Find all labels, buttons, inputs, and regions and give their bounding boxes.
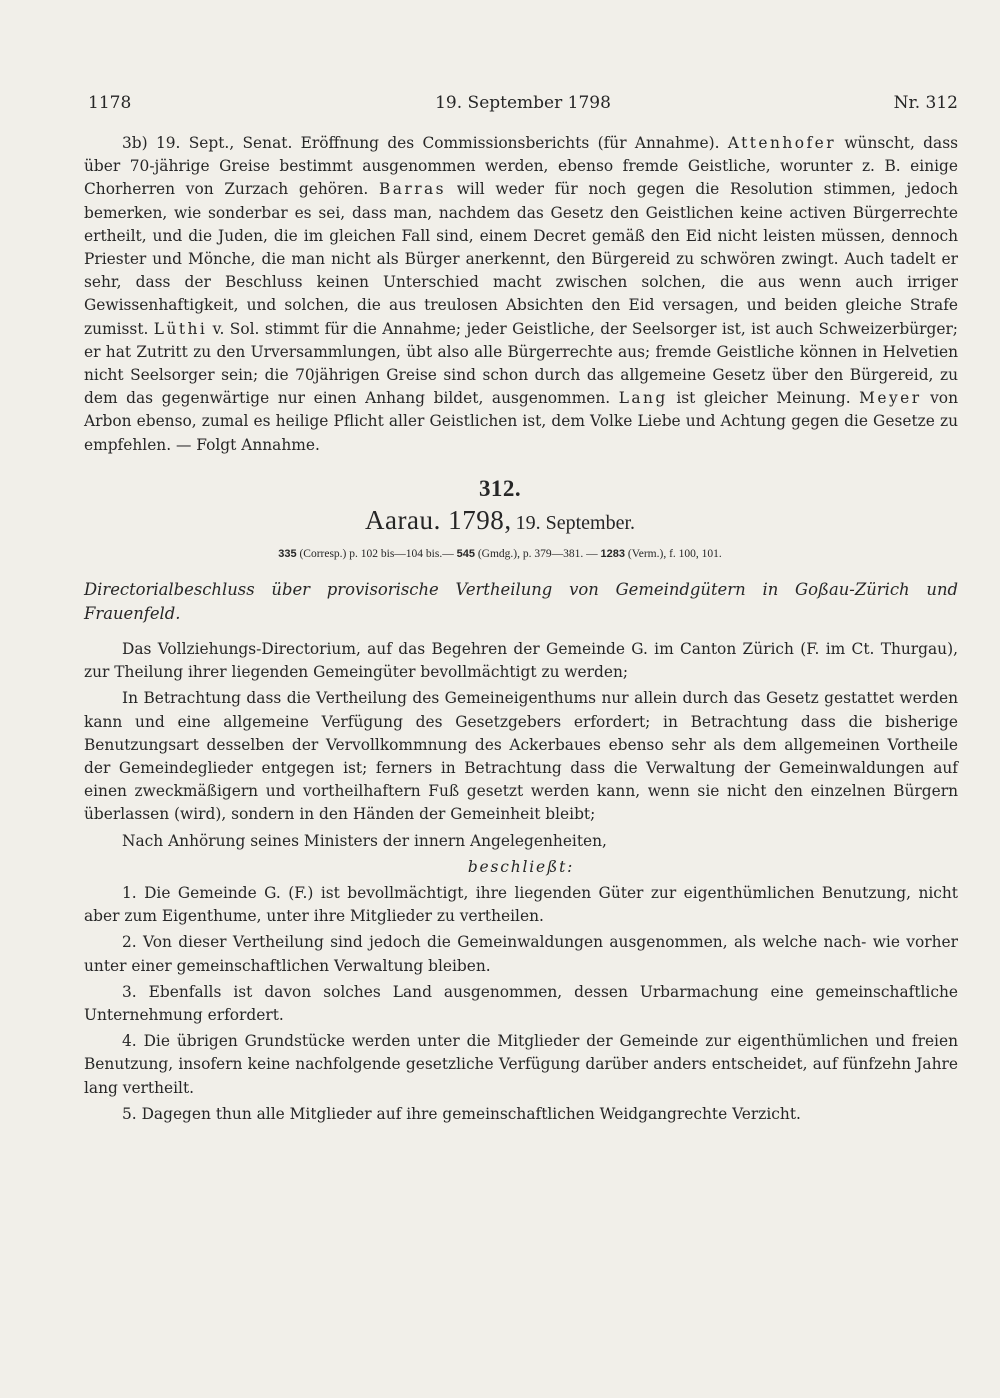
senate-text: von Arbon ebenso, zumal es heilige Pflicht aller Geistlichen ist, dem Volke Liebe und Achtung gegen die Gesetze zu empfehlen. — Folgt Annahme. [84,389,958,454]
senate-text: ist gleicher Meinung. [667,389,860,408]
article-1: 1. Die Gemeinde G. (F.) ist bevollmächtigt, ihre liegenden Güter zur eigenthümlichen Benutzung, nicht aber zum Eigenthume, unter ihre Mitglieder zu vertheilen. [84,884,958,926]
ref-text: (Gmdg.), p. 379—381. — [474,548,601,560]
decree-body [84,638,958,1129]
ref-number: 335 [278,548,297,560]
ref-number: 545 [456,548,475,560]
article-2: 2. Von dieser Vertheilung sind jedoch die Gemeinwaldungen ausgenommen, als welche nach- wie vorher unter einer gemeinschaftlichen Verwaltung bleiben. [84,933,958,975]
speaker-name: Lüthi [153,319,208,338]
article-4: 4. Die übrigen Grundstücke werden unter die Mitglieder der Gemeinde zur eigenthümlichen und freien Benutzung, insofern keine nachfolgende gesetzliche Verfügung darüber anders entscheidet, auf fünfzehn Jahre lang vertheilt. [84,1032,958,1097]
article-3: 3. Ebenfalls ist davon solches Land ausgenommen, dessen Urbarmachung eine gemeinschaftliche Unternehmung erfordert. [84,982,958,1025]
ref-text: (Verm.), f. 100, 101. [625,548,722,560]
resolution-word: beschließt: [467,857,575,876]
header-document-number: Nr. 312 [893,93,958,113]
speaker-name: Barras [378,180,447,199]
previous-section [84,132,958,457]
decree-paragraph: Nach Anhörung seines Ministers der innern Angelegenheiten, [122,831,607,850]
header-date: 19. September 1798 [435,93,611,113]
decree-paragraph: In Betrachtung dass die Vertheilung des Gemeineigenthums nur allein durch das Gesetz gestattet werden kann und eine allgemeine Verfügung des Gesetzgebers erfordert; in Betrachtung dass die bisherige Benutzungsart desselben der Vervollkommnung des Ackerbaues ebenso sehr als dem allgemeinen Vortheile der Gemeindeglieder entgegen ist; ferners in Betrachtung dass die Verwaltung der Gemeinwaldungen auf einen zweckmäßigern und vortheilhaftern Fuß gesetzt werden kann, wenn sie nicht den einzelnen Bürgern überlassen (wird), sondern in den Händen der Gemeinheit bleibt; [84,689,958,824]
ref-text: (Corresp.) p. 102 bis—104 bis.— [296,548,457,560]
document-place: Aarau. 1798, [364,505,512,535]
senate-text: wünscht, dass über 70-jährige Greise bestimmt ausgenommen werden, ebenso fremde Geistliche, worunter z. B. einige Chorherren von Zurzach gehören. [84,134,958,199]
senate-text: 3b) 19. Sept., Senat. Eröffnung des Commissionsberichts (für Annahme). [122,134,728,152]
archive-references [0,548,1000,560]
speaker-name: Attenhofer [727,134,837,152]
page-number: 1178 [88,93,132,113]
resolution-line [84,856,958,879]
senate-text: will weder für noch gegen die Resolution stimmen, jedoch bemerken, wie sonderbar es sei, dass man, nachdem das Gesetz den Geistlichen keine activen Bürgerrechte ertheilt, und die Juden, die im gleichen Fall sind, einem Decret gemäß den Eid nicht leisten müssen, dennoch Priester und Mönche, die man nicht als Bürger anerkennt, den Bürgereid zu schwören zwingt. Auch tadelt er sehr, dass der Beschluss keinen Unterschied macht zwischen solchen, die aus wenn auch irriger Gewissenhaftigkeit, und solchen, die aus treulosen Absichten den Eid versagen, und beiden gleiche Strafe zumisst. [84,180,959,338]
speaker-name: Meyer [859,389,922,408]
document-number: 312. [478,476,522,501]
running-header [88,93,958,117]
speaker-name: Lang [618,389,668,408]
document-title: Directorialbeschluss über provisorische Vertheilung von Gemeindgütern in Goßau-Zürich und Frauenfeld. [84,580,958,623]
decree-paragraph: Das Vollziehungs-Directorium, auf das Begehren der Gemeinde G. im Canton Zürich (F. im Ct. Thurgau), zur Theilung ihrer liegenden Gemeingüter bevollmächtigt zu werden; [84,640,958,682]
senate-paragraph [84,132,958,457]
senate-text: v. Sol. stimmt für die Annahme; jeder Geistliche, der Seelsorger ist, ist auch Schweizerbürger; er hat Zutritt zu den Urversammlungen, übt also alle Bürgerrechte aus; fremde Geistliche können in Helvetien nicht Seelsorger sein; die 70jährigen Greise sind schon durch das allgemeine Gesetz über den Bürgereid, zu dem das gegenwärtige nur einen Anhang bildet, ausgenommen. [84,319,958,408]
document-date: 19. September. [515,512,636,534]
article-5: 5. Dagegen thun alle Mitglieder auf ihre gemeinschaftlichen Weidgangrechte Verzicht. [122,1104,801,1123]
ref-number: 1283 [600,548,625,560]
document-place-date [0,505,1000,543]
